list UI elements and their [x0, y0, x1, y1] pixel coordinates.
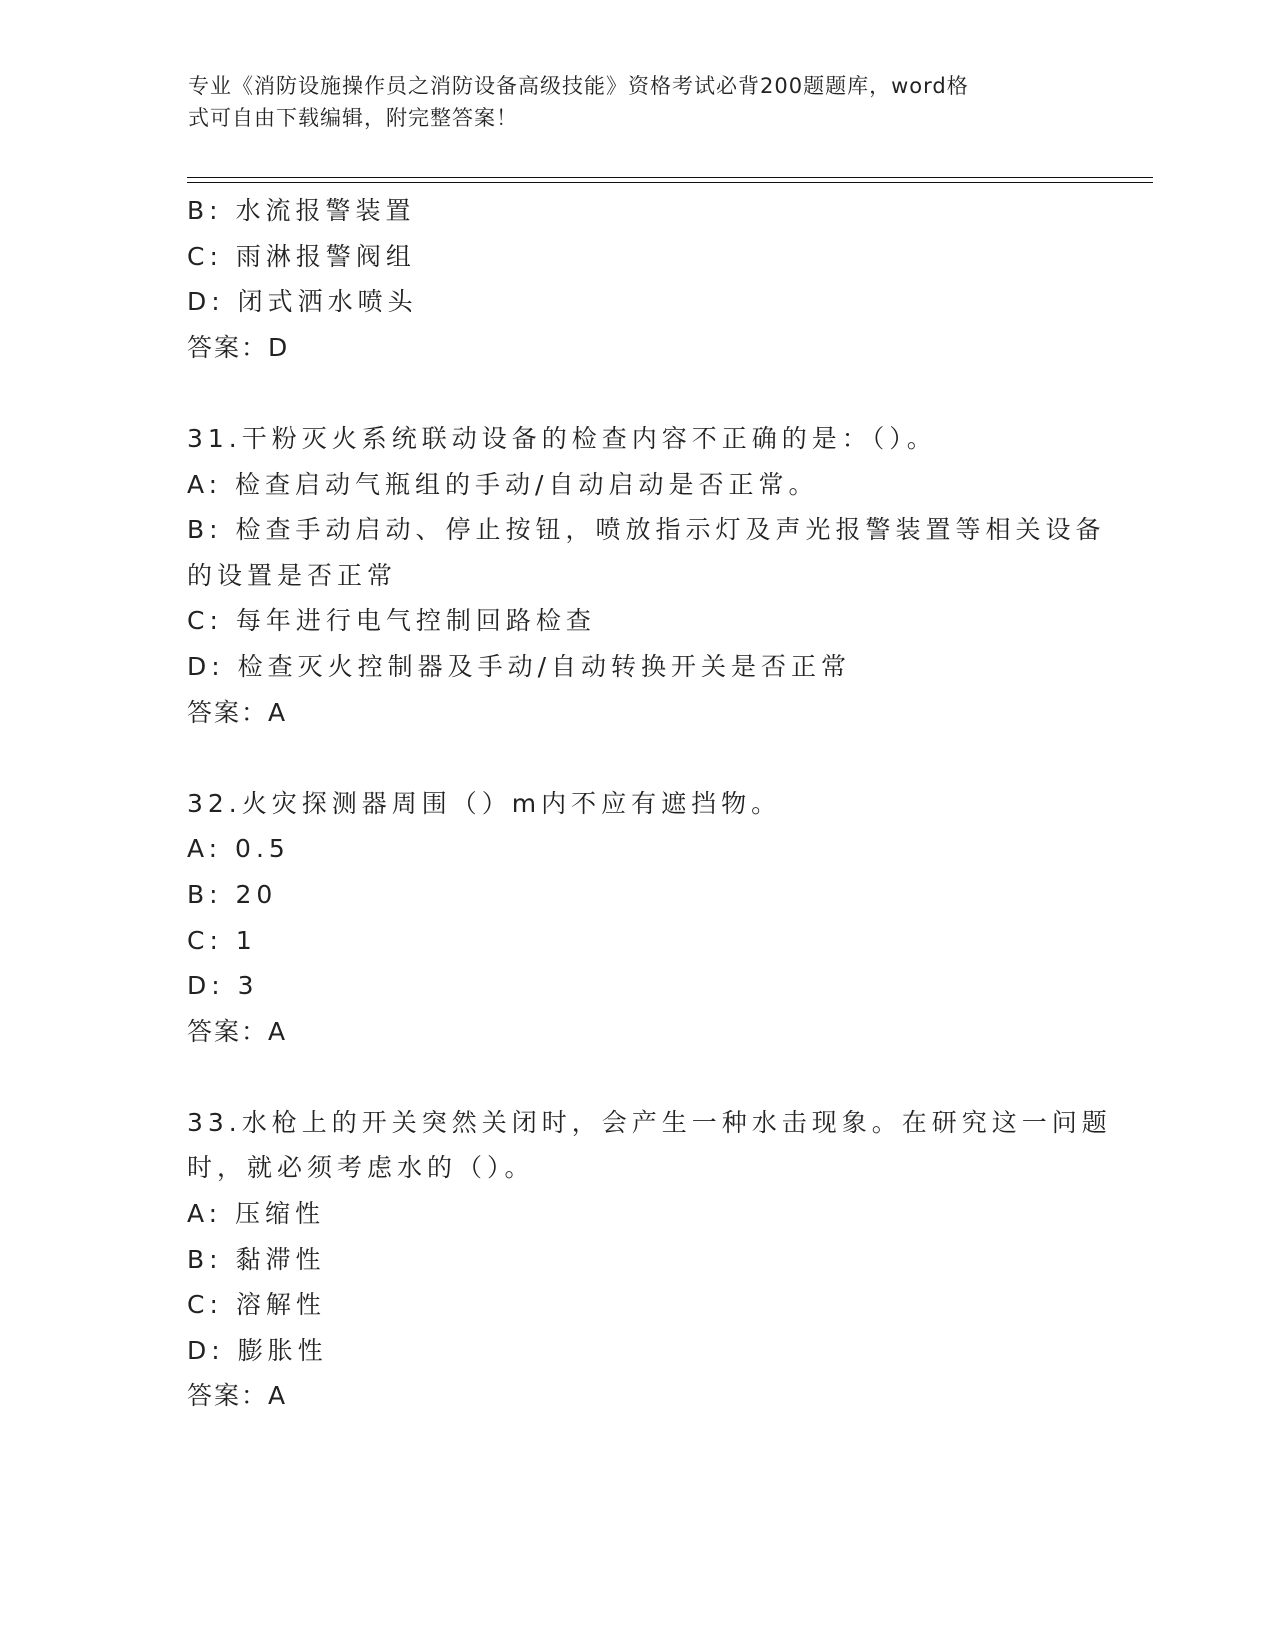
option-line: B: 水流报警装置	[187, 196, 416, 225]
option-b: B: 黏滞性	[187, 1244, 326, 1274]
header-line-1: 专业《消防设施操作员之消防设备高级技能》资格考试必背200题题库，word格	[188, 74, 969, 98]
option-line: C: 雨淋报警阀组	[187, 241, 416, 271]
option-c: C: 1	[187, 925, 257, 955]
question-32	[187, 781, 1087, 1055]
answer-line: 答案：A	[187, 1016, 288, 1046]
answer-line: 答案：A	[187, 1381, 288, 1411]
option-a: A: 0.5	[187, 834, 290, 864]
option-b-continued: 的设置是否正常	[187, 560, 398, 590]
header-line-2: 式可自由下载编辑，附完整答案！	[188, 106, 518, 130]
document-header	[188, 70, 1068, 134]
option-d: D: 膨胀性	[187, 1335, 328, 1365]
prev-question-block	[187, 188, 1087, 370]
option-a: A: 检查启动气瓶组的手动/自动启动是否正常。	[187, 469, 819, 499]
question-gap	[187, 1054, 1087, 1100]
option-a: A: 压缩性	[187, 1199, 326, 1229]
question-stem: 32.火灾探测器周围（）m内不应有遮挡物。	[187, 788, 782, 818]
option-d: D: 3	[187, 971, 259, 1001]
question-gap	[187, 370, 1087, 416]
option-d: D: 检查灭火控制器及手动/自动转换开关是否正常	[187, 651, 852, 681]
question-stem: 33.水枪上的开关突然关闭时，会产生一种水击现象。在研究这一问题	[187, 1107, 1112, 1137]
question-31	[187, 416, 1106, 735]
answer-line: 答案：D	[187, 332, 290, 362]
option-c: C: 每年进行电气控制回路检查	[187, 606, 596, 636]
header-rule-top	[187, 177, 1153, 178]
option-b: B: 检查手动启动、停止按钮，喷放指示灯及声光报警装置等相关设备	[187, 515, 1106, 545]
header-rule-bottom	[187, 182, 1153, 183]
question-33	[187, 1100, 1112, 1419]
option-c: C: 溶解性	[187, 1290, 326, 1320]
question-stem: 31.干粉灭火系统联动设备的检查内容不正确的是：（）。	[187, 423, 937, 453]
answer-line: 答案：A	[187, 697, 288, 727]
option-line: D: 闭式洒水喷头	[187, 287, 418, 317]
question-stem-continued: 时，就必须考虑水的（）。	[187, 1153, 535, 1183]
question-list	[187, 188, 1112, 1419]
option-b: B: 20	[187, 879, 278, 909]
question-gap	[187, 735, 1087, 781]
